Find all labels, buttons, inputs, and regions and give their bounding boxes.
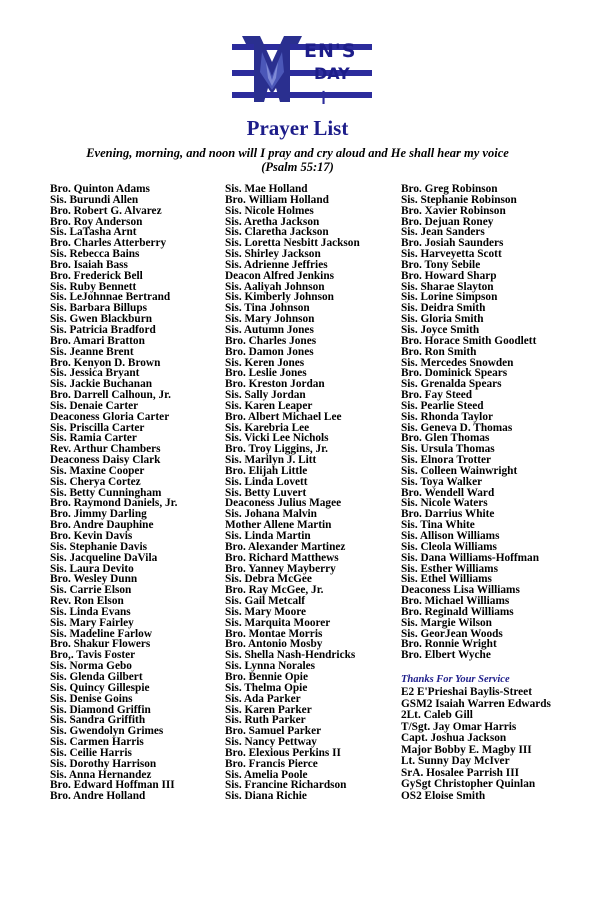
prayer-name: Bro. Kevin Davis bbox=[50, 530, 133, 542]
prayer-name: Bro. Edward Hoffman III bbox=[50, 779, 175, 792]
prayer-name: Sis. Mercedes Snowden bbox=[401, 356, 514, 369]
cross-icon: ✝ bbox=[316, 88, 332, 109]
prayer-name: Bro. Darrius White bbox=[401, 508, 495, 521]
prayer-name: Sis. Linda Evans bbox=[50, 605, 131, 618]
prayer-name: Bro. Kreston Jordan bbox=[225, 378, 325, 391]
prayer-name: Bro. Frederick Bell bbox=[50, 269, 143, 282]
service-member-name: Lt. Sunny Day McIver bbox=[401, 755, 510, 768]
prayer-name: Sis. Rebecca Bains bbox=[50, 248, 140, 261]
verse-reference: (Psalm 55:17) bbox=[261, 160, 334, 174]
service-member-name: GSM2 Isaiah Warren Edwards bbox=[401, 697, 551, 710]
prayer-name: Bro. Michael Williams bbox=[401, 595, 510, 608]
prayer-name: Sis. Jean Sanders bbox=[401, 226, 485, 239]
prayer-name: Bro. Troy Liggins, Jr. bbox=[225, 443, 328, 456]
prayer-name: Sis. Grenalda Spears bbox=[401, 378, 502, 391]
praying-hands-emblem-icon bbox=[240, 32, 304, 106]
service-member-name: Capt. Joshua Jackson bbox=[401, 732, 507, 745]
prayer-name: Sis. LeJohnnae Bertrand bbox=[50, 291, 171, 304]
prayer-name: Bro. Ray McGee, Jr. bbox=[225, 584, 324, 597]
prayer-name: Bro. Alexander Martinez bbox=[225, 540, 346, 553]
prayer-name: Bro. Amari Bratton bbox=[50, 334, 145, 347]
prayer-name: Bro. Elexious Perkins II bbox=[225, 746, 341, 759]
prayer-name: Bro. Fay Steed bbox=[401, 389, 473, 402]
prayer-name: Deaconess Gloria Carter bbox=[50, 410, 170, 423]
prayer-name: Sis. Shella Nash-Hendricks bbox=[225, 649, 356, 662]
prayer-name: Sis. Sally Jordan bbox=[225, 389, 306, 402]
prayer-name: Sis. Norma Gebo bbox=[50, 660, 132, 673]
prayer-name: Sis. Gwendolyn Grimes bbox=[50, 725, 164, 738]
prayer-name: Sis. Ruth Parker bbox=[225, 714, 306, 727]
prayer-name: Bro. Elijah Little bbox=[225, 464, 308, 477]
prayer-name: Bro. Bennie Opie bbox=[225, 670, 308, 683]
prayer-name: Bro. William Holland bbox=[225, 193, 329, 206]
prayer-name: Sis. Denise Goins bbox=[50, 692, 133, 705]
prayer-name: Sis. Ursula Thomas bbox=[401, 443, 495, 456]
prayer-name: Sis. Laura Devito bbox=[50, 562, 134, 575]
prayer-name: Sis. Margie Wilson bbox=[401, 616, 492, 629]
prayer-name: Bro. Ronnie Wright bbox=[401, 638, 497, 651]
prayer-name: Deacon Alfred Jenkins bbox=[225, 269, 335, 282]
prayer-name: Bro. Andre Holland bbox=[50, 790, 146, 803]
prayer-name: Sis. Stephanie Davis bbox=[50, 540, 147, 553]
prayer-name: Bro. Ron Smith bbox=[401, 345, 477, 358]
prayer-name: Sis. Jeanne Brent bbox=[50, 345, 134, 358]
prayer-name: Sis. Sandra Griffith bbox=[50, 714, 146, 727]
prayer-name: Bro. Greg Robinson bbox=[401, 183, 498, 195]
prayer-name: Sis. Loretta Nesbitt Jackson bbox=[225, 237, 360, 250]
prayer-name: Deaconess Lisa Williams bbox=[401, 584, 520, 597]
prayer-name: Sis. Thelma Opie bbox=[225, 681, 308, 694]
prayer-name: Bro. Elbert Wyche bbox=[401, 649, 491, 662]
prayer-name: Sis. Gloria Smith bbox=[401, 313, 484, 326]
prayer-name: Sis. Amelia Poole bbox=[225, 768, 308, 781]
prayer-name: Sis. Jacqueline DaVila bbox=[50, 551, 158, 564]
service-members-list bbox=[401, 687, 551, 802]
prayer-name: Sis. Francine Richardson bbox=[225, 779, 347, 792]
prayer-name: Bro. Wendell Ward bbox=[401, 486, 495, 499]
prayer-name: Bro. Shakur Flowers bbox=[50, 638, 151, 651]
prayer-name: Sis. Sharae Slayton bbox=[401, 280, 494, 293]
prayer-name: Sis. Shirley Jackson bbox=[225, 248, 321, 261]
prayer-name: Bro. Leslie Jones bbox=[225, 367, 307, 380]
prayer-name: Sis. Adrienne Jeffries bbox=[225, 258, 328, 271]
prayer-name: Bro. Robert G. Alvarez bbox=[50, 204, 162, 217]
prayer-names-column-2 bbox=[225, 184, 405, 802]
prayer-name: Sis. Carmen Harris bbox=[50, 736, 144, 749]
prayer-name: Rev. Ron Elson bbox=[50, 595, 124, 608]
prayer-name: Bro. Wesley Dunn bbox=[50, 573, 138, 586]
prayer-name: Sis. GeorJean Woods bbox=[401, 627, 503, 640]
prayer-name: Sis. Karebria Lee bbox=[225, 421, 310, 434]
prayer-name: Sis. Ada Parker bbox=[225, 692, 301, 705]
prayer-name: Sis. Marilyn J. Litt bbox=[225, 454, 317, 467]
prayer-name: Bro. Charles Atterberry bbox=[50, 237, 167, 250]
prayer-name: Sis. Tina White bbox=[401, 519, 475, 532]
prayer-name: Bro. Montae Morris bbox=[225, 627, 323, 640]
prayer-name: Sis. Esther Williams bbox=[401, 562, 498, 575]
service-heading: Thanks For Your Service bbox=[401, 674, 510, 685]
prayer-name: Sis. Ethel Williams bbox=[401, 573, 492, 586]
prayer-name: Sis. Debra McGee bbox=[225, 573, 312, 586]
prayer-name: Bro. Horace Smith Goodlett bbox=[401, 334, 537, 347]
prayer-name: Sis. Autumn Jones bbox=[225, 323, 314, 336]
prayer-name: Sis. Toya Walker bbox=[401, 475, 483, 488]
prayer-name: Sis. Nicole Waters bbox=[401, 497, 488, 510]
prayer-name: Sis. Karen Leaper bbox=[225, 399, 313, 412]
prayer-name: Bro. Howard Sharp bbox=[401, 269, 497, 282]
logo-word-ens: EN'S bbox=[304, 40, 357, 62]
prayer-name: Sis. Diamond Griffin bbox=[50, 703, 151, 716]
prayer-name: Sis. Maxine Cooper bbox=[50, 464, 145, 477]
prayer-name: Bro. Xavier Robinson bbox=[401, 204, 506, 217]
prayer-name: Sis. Ruby Bennett bbox=[50, 280, 137, 293]
prayer-name: Sis. Diana Richie bbox=[225, 790, 307, 803]
prayer-name: Bro. Yanney Mayberry bbox=[225, 562, 336, 575]
prayer-name: Sis. Patricia Bradford bbox=[50, 323, 156, 336]
prayer-name: Sis. Ramia Carter bbox=[50, 432, 137, 445]
prayer-name: Sis. Nancy Pettway bbox=[225, 736, 317, 749]
prayer-name: Sis. Deidra Smith bbox=[401, 302, 486, 315]
prayer-name: Bro. Quinton Adams bbox=[50, 183, 150, 195]
prayer-name: Sis. Dorothy Harrison bbox=[50, 757, 157, 770]
prayer-name: Sis. Tina Johnson bbox=[225, 302, 310, 315]
prayer-name: Bro,. Tavis Foster bbox=[50, 649, 136, 662]
prayer-name: Bro. Kenyon D. Brown bbox=[50, 356, 161, 369]
logo-word-day: DAY bbox=[314, 64, 350, 83]
prayer-name: Bro. Isaiah Bass bbox=[50, 258, 128, 271]
prayer-name: Sis. Betty Cunningham bbox=[50, 486, 162, 499]
prayer-name: Sis. Nicole Holmes bbox=[225, 204, 314, 217]
prayer-name: Bro. Tony Sebile bbox=[401, 258, 481, 271]
prayer-name: Bro. Dejuan Roney bbox=[401, 215, 494, 228]
prayer-name: Sis. Aretha Jackson bbox=[225, 215, 320, 228]
scripture-verse bbox=[20, 146, 575, 174]
prayer-name: Sis. Denaie Carter bbox=[50, 399, 139, 412]
prayer-name: Sis. Betty Luvert bbox=[225, 486, 307, 499]
prayer-name: Sis. Johana Malvin bbox=[225, 508, 317, 521]
prayer-name: Sis. LaTasha Arnt bbox=[50, 226, 137, 239]
page-title: Prayer List bbox=[246, 116, 349, 140]
prayer-name: Bro. Andre Dauphine bbox=[50, 519, 154, 532]
prayer-name: Sis. Pearlie Steed bbox=[401, 399, 484, 412]
prayer-name: Sis. Joyce Smith bbox=[401, 323, 480, 336]
prayer-name: Bro. Glen Thomas bbox=[401, 432, 490, 445]
prayer-name: Bro. Reginald Williams bbox=[401, 605, 514, 618]
prayer-name: Sis. Rhonda Taylor bbox=[401, 410, 493, 423]
prayer-names-column-1 bbox=[50, 184, 230, 802]
prayer-name: Sis. Karen Parker bbox=[225, 703, 312, 716]
verse-text: Evening, morning, and noon will I pray and cry aloud and He shall hear my voice bbox=[86, 146, 509, 160]
prayer-name: Bro. Roy Anderson bbox=[50, 215, 143, 228]
prayer-name: Sis. Mary Johnson bbox=[225, 313, 315, 326]
prayer-name: Deaconess Julius Magee bbox=[225, 497, 342, 510]
prayer-name: Sis. Glenda Gilbert bbox=[50, 670, 143, 683]
prayer-name: Sis. Jessica Bryant bbox=[50, 367, 140, 380]
prayer-name: Bro. Darrell Calhoun, Jr. bbox=[50, 389, 171, 402]
prayer-name: Sis. Colleen Wainwright bbox=[401, 464, 518, 477]
prayer-names-column-3 bbox=[401, 184, 581, 661]
prayer-name: Sis. Geneva D. Thomas bbox=[401, 421, 513, 434]
prayer-name: Sis. Stephanie Robinson bbox=[401, 193, 517, 206]
prayer-name: Sis. Lorine Simpson bbox=[401, 291, 498, 304]
prayer-name: Mother Allene Martin bbox=[225, 519, 332, 532]
prayer-name: Sis. Quincy Gillespie bbox=[50, 681, 150, 694]
prayer-name: Sis. Elnora Trotter bbox=[401, 454, 492, 467]
prayer-name: Sis. Cherya Cortez bbox=[50, 475, 141, 488]
prayer-name: Deaconess Daisy Clark bbox=[50, 454, 161, 467]
prayer-name: Rev. Arthur Chambers bbox=[50, 443, 161, 456]
service-member-name: 2Lt. Caleb Gill bbox=[401, 709, 473, 722]
prayer-name: Sis. Mary Fairley bbox=[50, 616, 134, 629]
prayer-name: Bro. Antonio Mosby bbox=[225, 638, 323, 651]
prayer-name: Sis. Jackie Buchanan bbox=[50, 378, 153, 391]
prayer-name: Sis. Mary Moore bbox=[225, 605, 307, 618]
prayer-name: Sis. Lynna Norales bbox=[225, 660, 316, 673]
prayer-name: Sis. Keren Jones bbox=[225, 356, 305, 369]
prayer-name: Bro. Samuel Parker bbox=[225, 725, 322, 738]
service-member-name: OS2 Eloise Smith bbox=[401, 789, 486, 802]
mens-day-logo bbox=[232, 30, 372, 108]
prayer-name: Sis. Aaliyah Johnson bbox=[225, 280, 325, 293]
prayer-name: Sis. Kimberly Johnson bbox=[225, 291, 334, 304]
prayer-name: Sis. Madeline Farlow bbox=[50, 627, 152, 640]
prayer-name: Sis. Carrie Elson bbox=[50, 584, 132, 597]
service-member-name: GySgt Christopher Quinlan bbox=[401, 778, 536, 791]
prayer-name: Sis. Barbara Billups bbox=[50, 302, 147, 315]
prayer-name: Sis. Linda Martin bbox=[225, 530, 311, 542]
prayer-name: Sis. Marquita Moorer bbox=[225, 616, 331, 629]
prayer-name: Sis. Dana Williams-Hoffman bbox=[401, 551, 539, 564]
prayer-name: Bro. Josiah Saunders bbox=[401, 237, 504, 250]
prayer-name: Sis. Mae Holland bbox=[225, 183, 308, 195]
prayer-name: Bro. Raymond Daniels, Jr. bbox=[50, 497, 178, 510]
prayer-name: Bro. Dominick Spears bbox=[401, 367, 508, 380]
service-member-name: SrA. Hosalee Parrish III bbox=[401, 766, 519, 779]
prayer-name: Sis. Claretha Jackson bbox=[225, 226, 329, 239]
prayer-name: Sis. Anna Hernandez bbox=[50, 768, 152, 781]
prayer-name: Sis. Gwen Blackburn bbox=[50, 313, 153, 326]
prayer-name: Bro. Damon Jones bbox=[225, 345, 314, 358]
prayer-name: Sis. Cleola Williams bbox=[401, 540, 497, 553]
prayer-name: Bro. Francis Pierce bbox=[225, 757, 318, 770]
prayer-name: Sis. Gail Metcalf bbox=[225, 595, 306, 608]
service-member-name: E2 E'Prieshai Baylis-Street bbox=[401, 686, 532, 698]
service-member-name: T/Sgt. Jay Omar Harris bbox=[401, 720, 517, 733]
prayer-name: Bro. Jimmy Darling bbox=[50, 508, 147, 521]
prayer-name: Bro. Charles Jones bbox=[225, 334, 317, 347]
prayer-name: Sis. Allison Williams bbox=[401, 530, 500, 542]
prayer-name: Sis. Burundi Allen bbox=[50, 193, 139, 206]
service-member-name: Major Bobby E. Magby III bbox=[401, 743, 532, 756]
prayer-name: Bro. Richard Matthews bbox=[225, 551, 339, 564]
prayer-name: Sis. Linda Lovett bbox=[225, 475, 308, 488]
prayer-name: Bro. Albert Michael Lee bbox=[225, 410, 342, 423]
prayer-name: Sis. Priscilla Carter bbox=[50, 421, 145, 434]
prayer-name: Sis. Harveyetta Scott bbox=[401, 248, 502, 261]
prayer-name: Sis. Ceilie Harris bbox=[50, 746, 132, 759]
prayer-name: Sis. Vicki Lee Nichols bbox=[225, 432, 329, 445]
